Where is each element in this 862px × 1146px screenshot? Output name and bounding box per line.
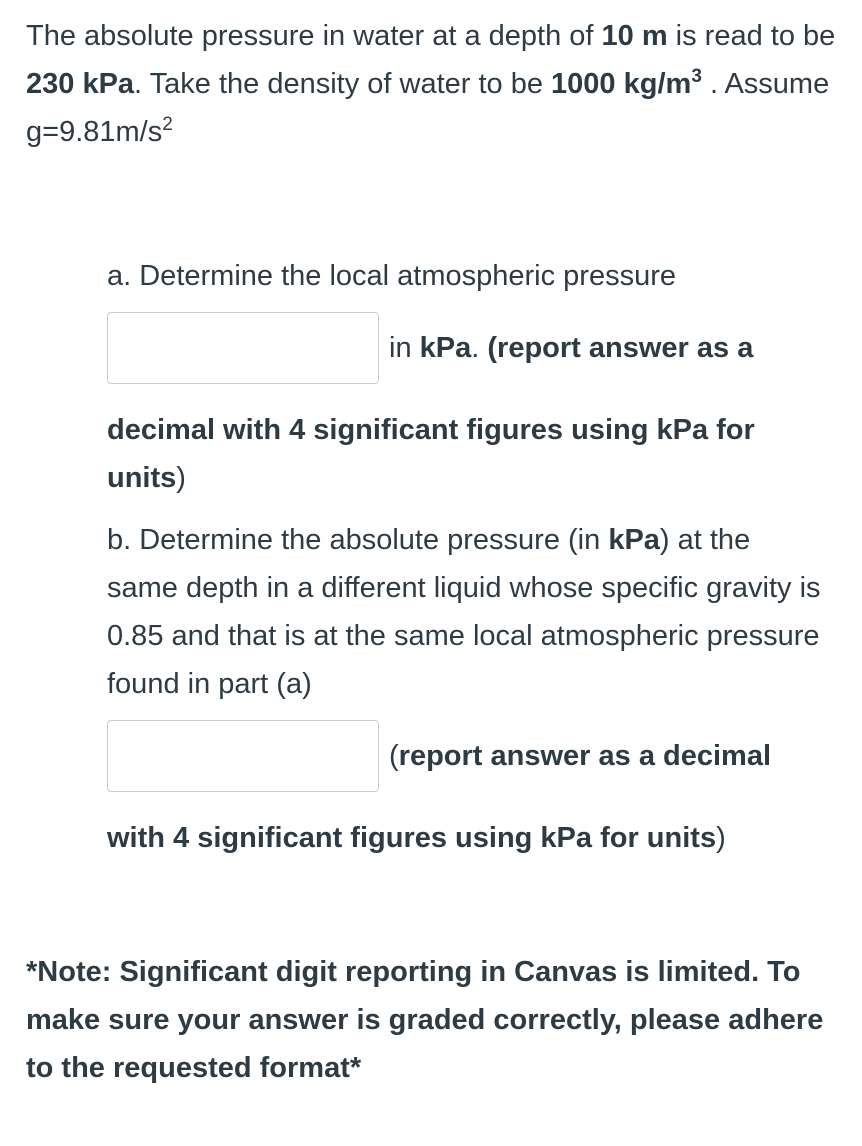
- question-intro: [26, 12, 846, 156]
- part-a: [107, 252, 827, 502]
- part-b-format-instruction: with 4 significant figures using kPa for units): [107, 822, 726, 854]
- part-b-answer-input[interactable]: [107, 720, 379, 792]
- part-a-answer-row: [107, 310, 827, 386]
- intro-text-3: . Take the density of water to be: [134, 68, 552, 100]
- depth-value: 10 m: [601, 20, 668, 52]
- part-b-answer-row: [107, 718, 827, 794]
- density-unit: $kg/m^3$: [623, 66, 702, 100]
- grading-note: *Note: Significant digit reporting in Canvas is limited. To make sure your answer is graded correctly, please adhere to the requested format*: [26, 956, 824, 1084]
- part-a-answer-hint: in kPa. (report answer as a: [389, 332, 754, 364]
- density-value: 1000: [551, 68, 616, 100]
- intro-text-4: . Assume g=9.81m/s: [26, 68, 830, 148]
- gravity-exponent: 2: [162, 114, 173, 135]
- part-a-prompt: a. Determine the local atmospheric pressure: [107, 260, 676, 292]
- part-b: [107, 516, 827, 862]
- part-b-answer-hint: (report answer as a decimal: [389, 740, 772, 772]
- intro-text-1: The absolute pressure in water at a depth of: [26, 20, 602, 52]
- part-b-prompt: b. Determine the absolute pressure (in kPa) at the same depth in a different liquid whose specific gravity is 0.85 and that is at the same local atmospheric pressure found in part (a): [107, 524, 821, 700]
- intro-text-2: is read to be: [667, 20, 836, 52]
- part-a-answer-input[interactable]: [107, 312, 379, 384]
- pressure-value: 230 kPa: [26, 68, 135, 100]
- part-a-format-instruction: decimal with 4 significant figures using kPa for units): [107, 414, 755, 494]
